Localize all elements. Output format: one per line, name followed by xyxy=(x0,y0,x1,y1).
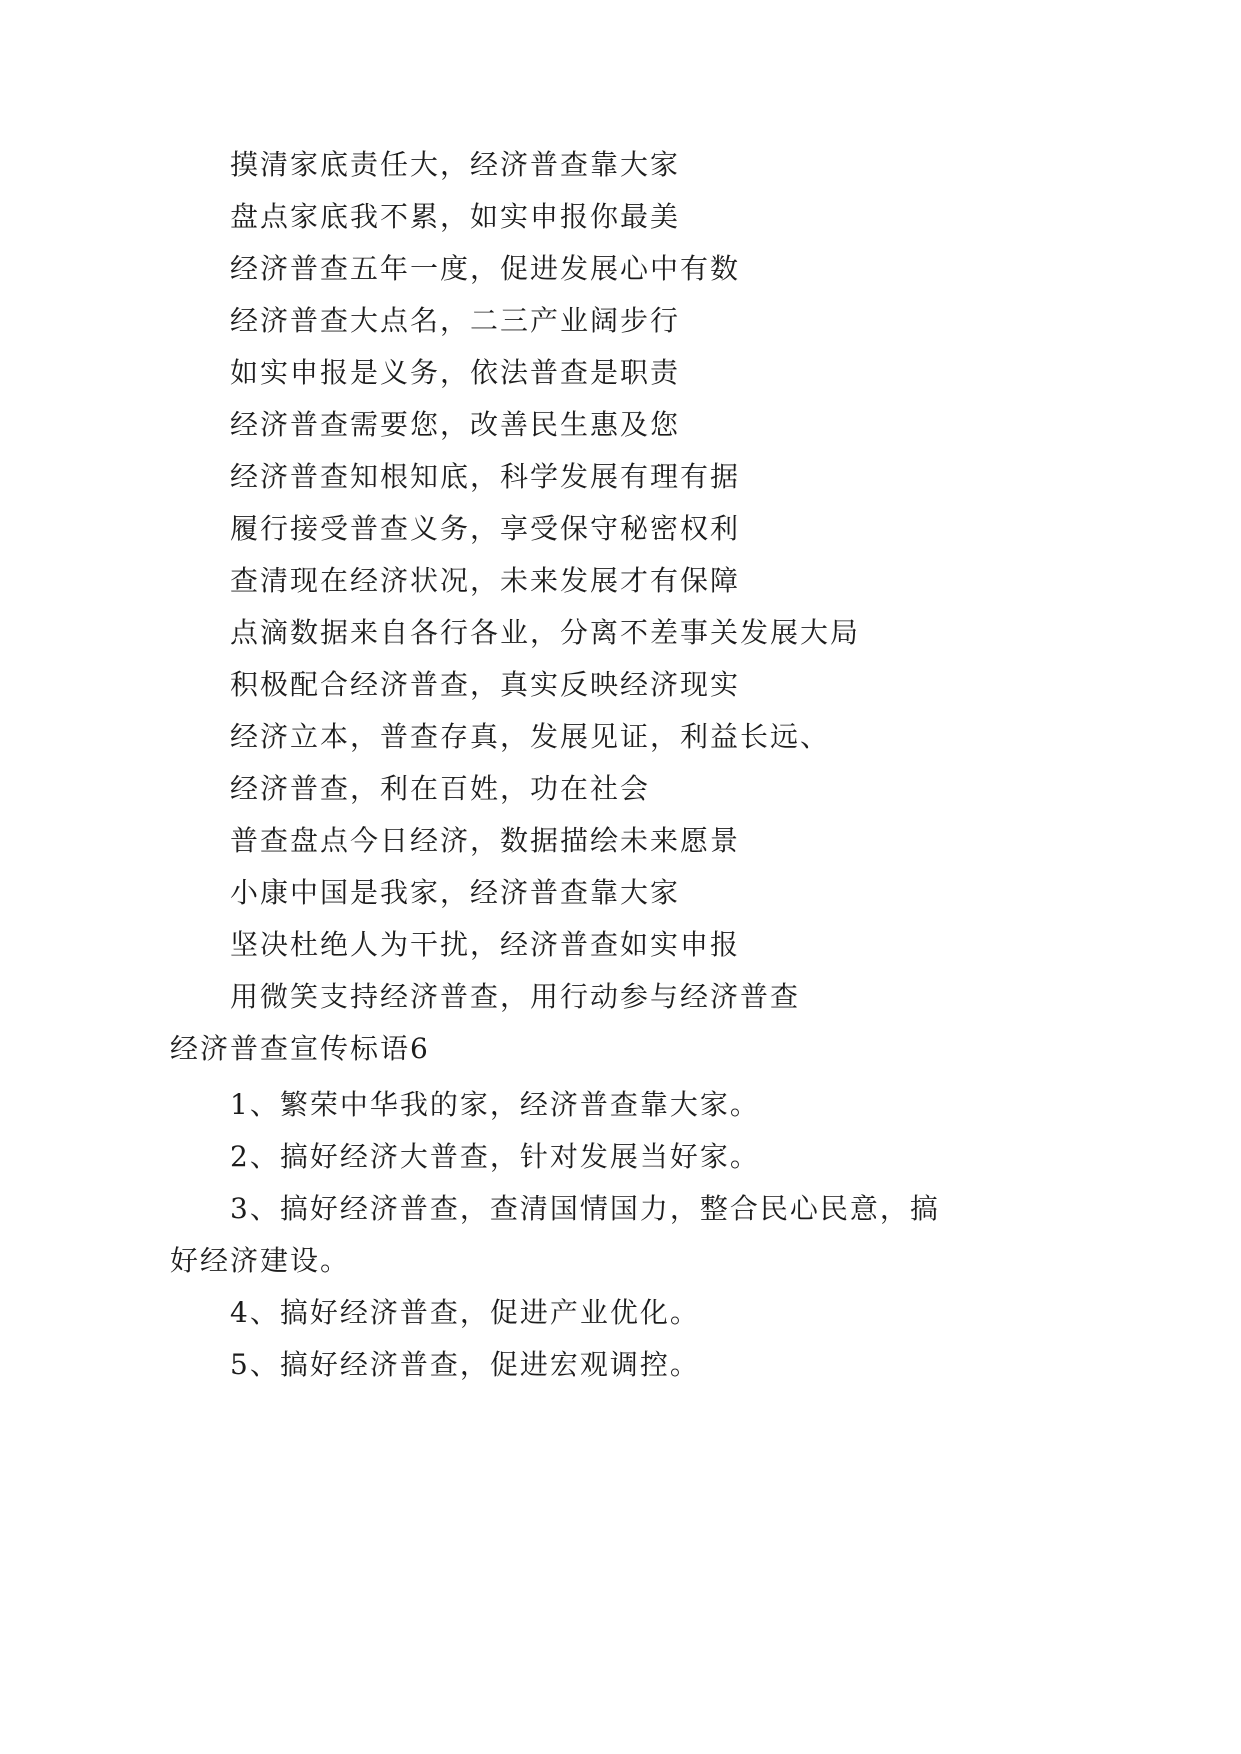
slogan-line: 坚决杜绝人为干扰，经济普查如实申报 xyxy=(230,928,741,961)
slogan-line: 如实申报是义务，依法普查是职责 xyxy=(230,356,681,389)
slogan-line: 用微笑支持经济普查，用行动参与经济普查 xyxy=(230,980,801,1013)
slogan-line: 经济普查大点名，二三产业阔步行 xyxy=(230,304,681,337)
slogan-line: 点滴数据来自各行各业，分离不差事关发展大局 xyxy=(230,616,861,649)
slogan-line: 经济普查，利在百姓，功在社会 xyxy=(230,772,651,805)
slogan-line: 普查盘点今日经济，数据描绘未来愿景 xyxy=(230,824,741,857)
numbered-item: 4、搞好经济普查，促进产业优化。 xyxy=(230,1296,700,1329)
slogan-line: 履行接受普查义务，享受保守秘密权利 xyxy=(230,512,741,545)
slogan-line: 积极配合经济普查，真实反映经济现实 xyxy=(230,668,741,701)
numbered-list xyxy=(170,1079,945,1391)
slogan-line: 摸清家底责任大，经济普查靠大家 xyxy=(230,148,681,181)
slogan-line: 盘点家底我不累，如实申报你最美 xyxy=(230,200,681,233)
section-heading: 经济普查宣传标语6 xyxy=(170,1032,430,1065)
slogan-line: 经济立本，普查存真，发展见证，利益长远、 xyxy=(230,720,831,753)
slogan-line: 查清现在经济状况，未来发展才有保障 xyxy=(230,564,741,597)
slogan-line: 经济普查知根知底，科学发展有理有据 xyxy=(230,460,741,493)
slogan-line: 经济普查需要您，改善民生惠及您 xyxy=(230,408,681,441)
numbered-item: 2、搞好经济大普查，针对发展当好家。 xyxy=(230,1140,760,1173)
numbered-item: 1、繁荣中华我的家，经济普查靠大家。 xyxy=(230,1088,760,1121)
slogan-line: 小康中国是我家，经济普查靠大家 xyxy=(230,876,681,909)
numbered-item: 5、搞好经济普查，促进宏观调控。 xyxy=(230,1348,700,1381)
slogan-line: 经济普查五年一度，促进发展心中有数 xyxy=(230,252,741,285)
numbered-item: 3、搞好经济普查，查清国情国力，整合民心民意，搞好经济建设。 xyxy=(170,1192,940,1277)
document-body xyxy=(170,139,945,1391)
